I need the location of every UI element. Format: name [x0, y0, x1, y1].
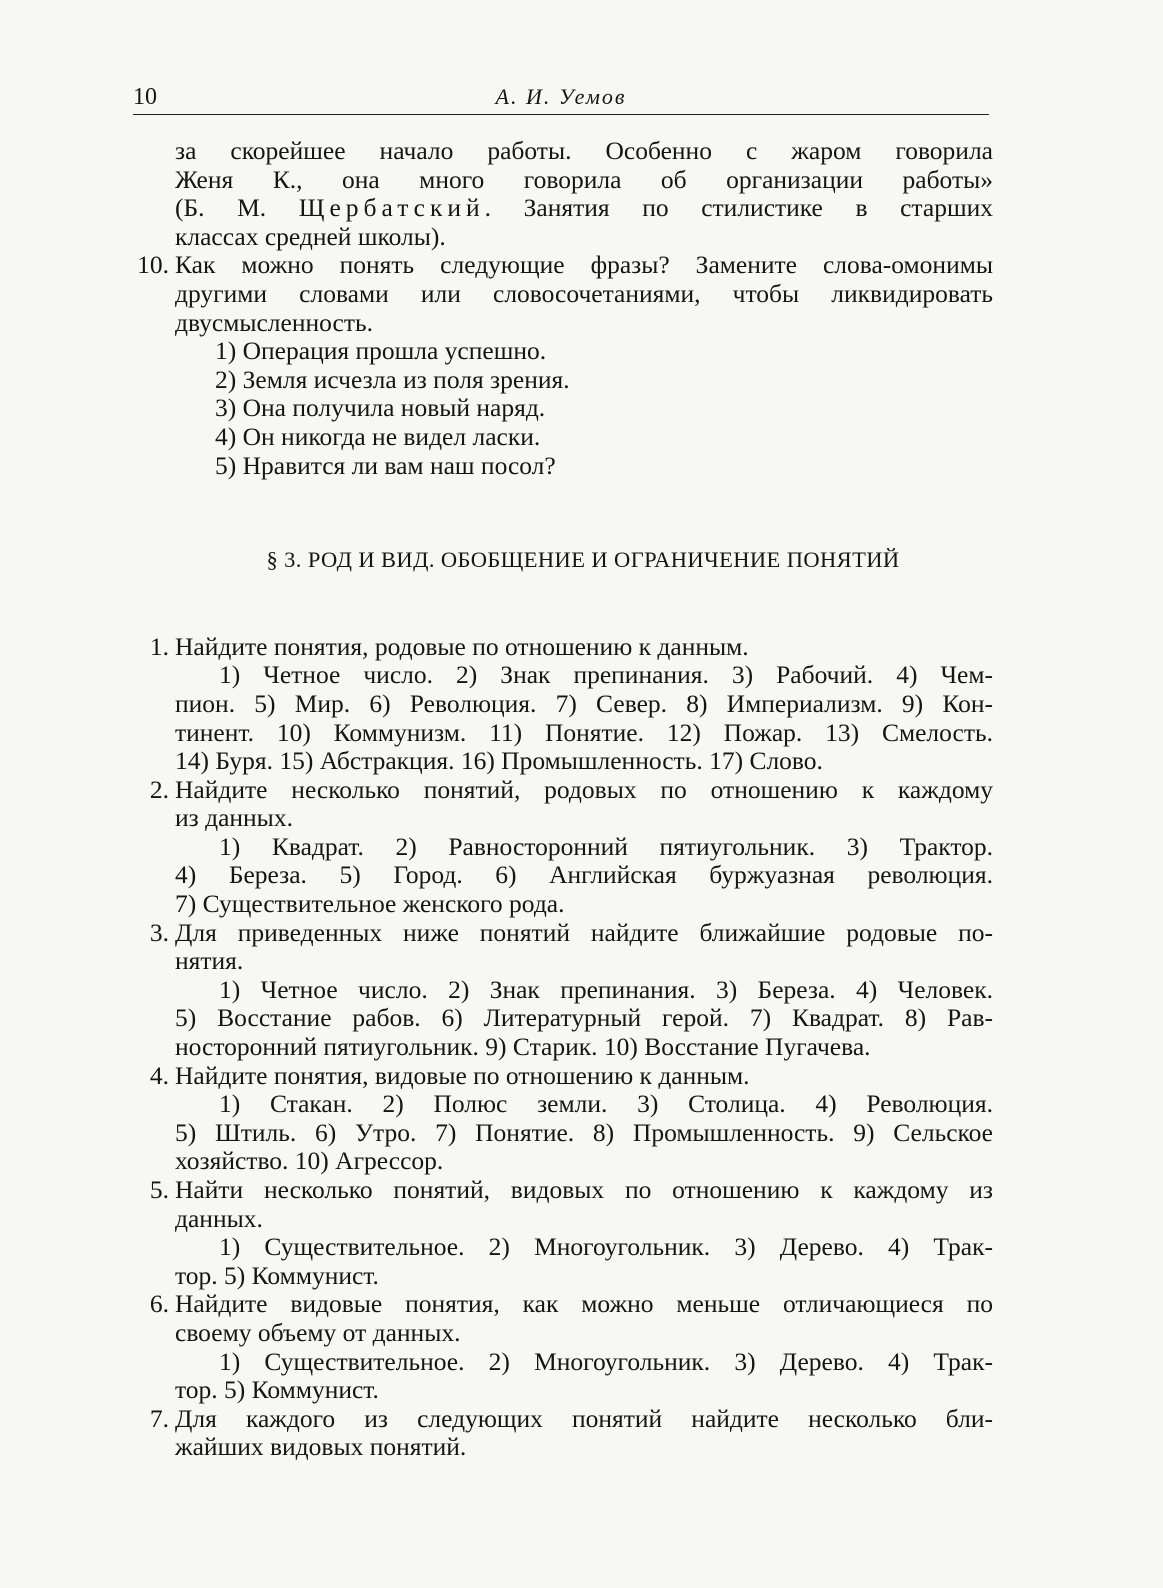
exercise-question: Для каждого из следующих понятий найдите несколько бли- [175, 1403, 993, 1433]
exercise-list [133, 633, 993, 1462]
phrase-list [215, 337, 993, 480]
exercise-answer-line: 5) Штиль. 6) Утро. 7) Понятие. 8) Промышленность. 9) Сельское [175, 1117, 993, 1147]
exercise-answer-line: тор. 5) Коммунист. [175, 1375, 379, 1405]
exercise-number: 7. [149, 1403, 169, 1433]
exercise-answer-line: хозяйство. 10) Агрессор. [175, 1146, 444, 1176]
text-line: (Б. М. Щербатский. Занятия по стилистике в старших [175, 193, 993, 223]
exercise-10 [133, 251, 993, 337]
exercise-number: 4. [149, 1060, 169, 1090]
phrase-item: 3) Она получила новый наряд. [215, 393, 546, 423]
exercise-answer-line: 1) Четное число. 2) Знак препинания. 3) Береза. 4) Человек. [219, 974, 993, 1004]
section-heading: § 3. РОД И ВИД. ОБОБЩЕНИЕ И ОГРАНИЧЕНИЕ ПОНЯТИЙ [266, 547, 900, 573]
exercise-answer-line: тинент. 10) Коммунизм. 11) Понятие. 12) Пожар. 13) Смелость. [175, 717, 993, 747]
exercise-answer-line: 1) Стакан. 2) Полюс земли. 3) Столица. 4) Революция. [219, 1089, 993, 1119]
page-header [133, 78, 989, 115]
exercise-answer-line: 1) Четное число. 2) Знак препинания. 3) Рабочий. 4) Чем- [219, 660, 993, 690]
exercise-number: 1. [149, 631, 169, 661]
running-title: А. И. Уемов [495, 84, 627, 109]
page-body [133, 137, 993, 1462]
exercise-item [133, 1176, 993, 1290]
exercise-text: двусмысленность. [175, 307, 373, 337]
text-line: классах средней школы). [175, 221, 446, 251]
exercise-answer-line: 14) Буря. 15) Абстракция. 16) Промышленность. 17) Слово. [175, 746, 823, 776]
phrase-item: 4) Он никогда не видел ласки. [215, 421, 541, 451]
exercise-answer-line: 4) Береза. 5) Город. 6) Английская буржуазная революция. [175, 860, 993, 890]
exercise-text: другими словами или словосочетаниями, чтобы ликвидировать [175, 278, 993, 308]
exercise-item [133, 1062, 993, 1176]
phrase-item: 5) Нравится ли вам наш посол? [215, 450, 556, 480]
exercise-number: 6. [149, 1289, 169, 1319]
exercise-item [133, 1405, 993, 1462]
exercise-number: 2. [149, 774, 169, 804]
exercise-answer-line: носторонний пятиугольник. 9) Старик. 10) Восстание Пугачева. [175, 1032, 871, 1062]
exercise-answer-line: тор. 5) Коммунист. [175, 1260, 379, 1290]
exercise-answer-line: 5) Восстание рабов. 6) Литературный герой. 7) Квадрат. 8) Рав- [175, 1003, 993, 1033]
exercise-question: Для приведенных ниже понятий найдите ближайшие родовые по- [175, 917, 993, 947]
exercise-text: Как можно понять следующие фразы? Замените слова-омонимы [175, 250, 993, 280]
exercise-question: Найдите видовые понятия, как можно меньше отличающиеся по [175, 1289, 993, 1319]
author-name: Щербатский [298, 193, 485, 223]
exercise-answer-line: 1) Существительное. 2) Многоугольник. 3) Дерево. 4) Трак- [219, 1232, 993, 1262]
exercise-question: нятия. [175, 946, 244, 976]
exercise-item [133, 633, 993, 776]
exercise-number: 5. [149, 1175, 169, 1204]
exercise-item [133, 1290, 993, 1404]
exercise-question: своему объему от данных. [175, 1317, 461, 1347]
exercise-question: Найдите понятия, родовые по отношению к данным. [175, 631, 749, 661]
exercise-question: данных. [175, 1203, 263, 1233]
text-line: Женя К., она много говорила об организации работы» [175, 164, 993, 194]
exercise-answer-line: 7) Существительное женского рода. [175, 889, 565, 919]
exercise-answer-line: пион. 5) Мир. 6) Революция. 7) Север. 8) Империализм. 9) Кон- [175, 688, 993, 718]
exercise-number: 3. [149, 917, 169, 947]
exercise-answer-line: 1) Квадрат. 2) Равносторонний пятиугольник. 3) Трактор. [219, 831, 993, 861]
exercise-question: Найдите несколько понятий, родовых по отношению к каждому [175, 774, 993, 804]
exercise-question: из данных. [175, 803, 293, 833]
exercise-item [133, 776, 993, 919]
exercise-item [133, 919, 993, 1062]
continued-quote [175, 137, 993, 251]
exercise-question: Найти несколько понятий, видовых по отношению к каждому из [175, 1175, 993, 1204]
phrase-item: 2) Земля исчезла из поля зрения. [215, 364, 570, 394]
exercise-question: Найдите понятия, видовые по отношению к данным. [175, 1060, 750, 1090]
phrase-item: 1) Операция прошла успешно. [215, 336, 547, 366]
text-line: за скорейшее начало работы. Особенно с жаром говорила [175, 136, 993, 165]
exercise-question: жайших видовых понятий. [175, 1432, 467, 1462]
page-number: 10 [133, 84, 157, 110]
exercise-answer-line: 1) Существительное. 2) Многоугольник. 3) Дерево. 4) Трак- [219, 1346, 993, 1376]
exercise-number: 10. [137, 250, 169, 280]
